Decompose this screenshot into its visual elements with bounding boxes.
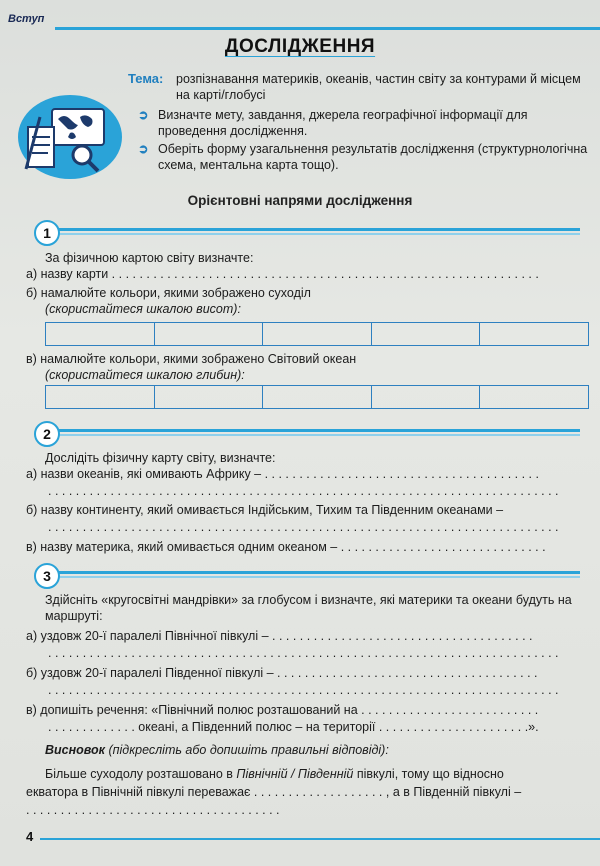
- s3-item-b: б) уздовж 20-ї паралелі Південної півкулі – . . . . . . . . . . . . . . . . . . . . . . . . . . . . . . . . . . . . . .: [26, 666, 538, 680]
- conclusion-line-3[interactable]: . . . . . . . . . . . . . . . . . . . . . . . . . . . . . . . . . . . . .: [26, 803, 280, 817]
- tema-label: Тема:: [128, 71, 164, 86]
- s3-item-a: а) уздовж 20-ї паралелі Північної півкулі – . . . . . . . . . . . . . . . . . . . . . . . . . . . . . . . . . . . . . .: [26, 629, 533, 643]
- arrow-bullet-icon: ➲: [138, 142, 149, 156]
- conclusion-line-1: Більше суходолу розташовано в Північній / Південній півкулі, тому що відносно: [45, 767, 504, 781]
- land-colors-table[interactable]: [45, 322, 589, 346]
- s3-item-v-line1[interactable]: в) допишіть речення: «Північний полюс розташований на . . . . . . . . . . . . . . . . . . . . . . . . . .: [26, 703, 539, 717]
- arrow-bullet-icon: ➲: [138, 108, 149, 122]
- section-number: 1: [34, 220, 60, 246]
- header-rule: [55, 27, 600, 30]
- section-2-bar: [10, 426, 580, 440]
- page-title: ДОСЛІДЖЕННЯ: [224, 36, 376, 57]
- page-number: 4: [26, 829, 34, 844]
- s3-item-b-cont[interactable]: . . . . . . . . . . . . . . . . . . . . . . . . . . . . . . . . . . . . . . . . . . . . . . . . . . . . . . . . . . . . . . . . . . . . . . . . . .: [48, 683, 559, 697]
- s1-item-v-hint: (скористайтеся шкалою глибин):: [45, 368, 245, 382]
- section-1-bar: [10, 225, 580, 239]
- s1-item-b: б) намалюйте кольори, якими зображено суходіл: [26, 286, 311, 300]
- s3-item-a-cont[interactable]: . . . . . . . . . . . . . . . . . . . . . . . . . . . . . . . . . . . . . . . . . . . . . . . . . . . . . . . . . . . . . . . . . . . . . . . . . .: [48, 646, 559, 660]
- section-header: Вступ: [8, 13, 45, 25]
- bullet-item: ➲ Оберіть форму узагальнення результатів дослідження (структурнологічна схема, ментальна карта тощо).: [138, 142, 588, 172]
- section-number: 2: [34, 421, 60, 447]
- s2-item-v[interactable]: в) назву материка, який омивається одним океаном – . . . . . . . . . . . . . . . . . . . . . . . . . . . . . .: [26, 540, 546, 554]
- ocean-colors-table[interactable]: [45, 385, 589, 409]
- s1-intro: За фізичною картою світу визначте:: [45, 251, 254, 265]
- footer-rule: [40, 838, 600, 840]
- s2-item-b: б) назву континенту, який омивається Індійським, Тихим та Південним океанами –: [26, 503, 504, 517]
- conclusion-line-2[interactable]: екватора в Північній півкулі переважає . . . . . . . . . . . . . . . . . . . , а в Південній півкулі –: [26, 785, 522, 799]
- s3-item-v-line2[interactable]: . . . . . . . . . . . . . океані, а Південний полюс – на території . . . . . . . . . . . . . . . . . . . . . .».: [48, 720, 539, 734]
- s1-item-b-hint: (скористайтеся шкалою висот):: [45, 302, 241, 316]
- s2-item-a-cont[interactable]: . . . . . . . . . . . . . . . . . . . . . . . . . . . . . . . . . . . . . . . . . . . . . . . . . . . . . . . . . . . . . . . . . . . . . . . . . .: [48, 484, 559, 498]
- research-map-icon: [18, 95, 122, 179]
- s2-item-a: а) назви океанів, які омивають Африку – . . . . . . . . . . . . . . . . . . . . . . . . . . . . . . . . . . . . . . . .: [26, 467, 539, 481]
- section-3-bar: [10, 568, 580, 582]
- s3-intro: Здійсніть «кругосвітні мандрівки» за глобусом і визначте, які материки та океани будуть на маршруті:: [45, 593, 572, 623]
- bullet-item: ➲ Визначте мету, завдання, джерела географічної інформації для проведення дослідження.: [138, 108, 528, 138]
- conclusion-heading: Висновок (підкресліть або допишіть правильні відповіді):: [45, 743, 389, 757]
- s2-item-b-cont[interactable]: . . . . . . . . . . . . . . . . . . . . . . . . . . . . . . . . . . . . . . . . . . . . . . . . . . . . . . . . . . . . . . . . . . . . . . . . . .: [48, 520, 559, 534]
- s1-item-a: а) назву карти . . . . . . . . . . . . . . . . . . . . . . . . . . . . . . . . . . . . . . . . . . . . . . . . . . . . . . . . . . . . . .: [26, 267, 539, 281]
- section-number: 3: [34, 563, 60, 589]
- s1-item-v: в) намалюйте кольори, якими зображено Світовий океан: [26, 352, 357, 366]
- tema-text: розпізнавання материків, океанів, частин світу за контурами й місцем на карті/глобусі: [176, 72, 581, 102]
- section-subtitle: Орієнтовні напрями дослідження: [187, 193, 413, 208]
- s2-intro: Дослідіть фізичну карту світу, визначте:: [45, 451, 276, 465]
